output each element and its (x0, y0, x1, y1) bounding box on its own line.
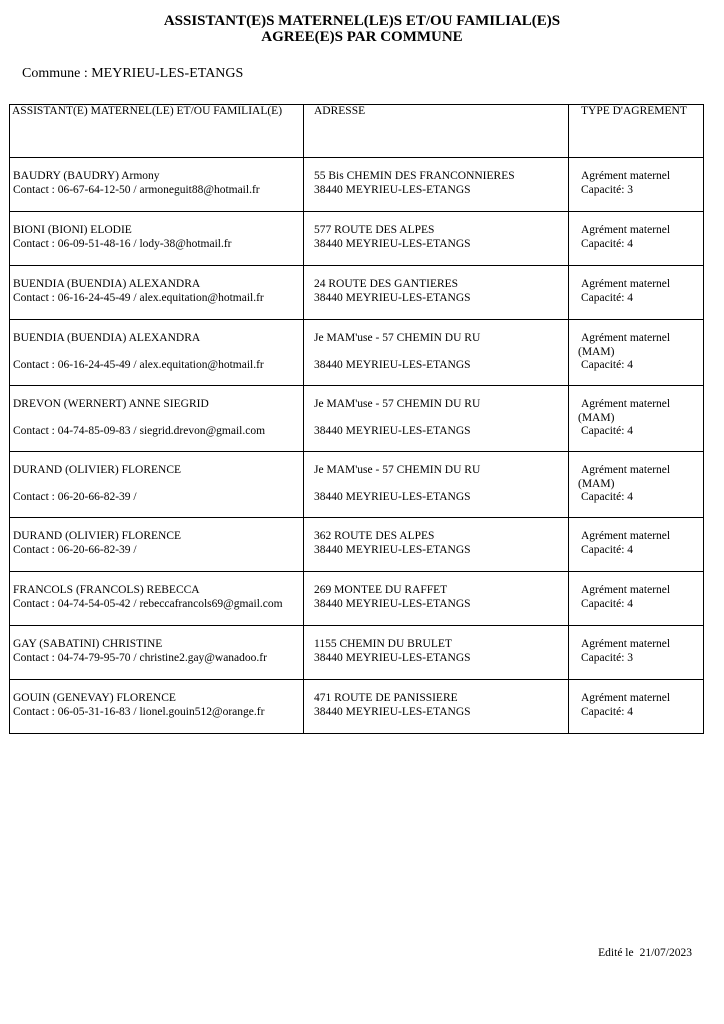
address-cell (304, 518, 569, 572)
assistant-cell-content (10, 158, 303, 197)
agrement-capacite: Capacité: 4 (581, 425, 634, 437)
assistant-cell (10, 266, 304, 320)
agrement-cell (569, 212, 704, 266)
assistant-contact: Contact : 04-74-79-95-70 / christine2.gay@wanadoo.fr (13, 651, 267, 664)
header-assistant-label: ASSISTANT(E) MATERNEL(LE) ET/OU FAMILIAL(E) (12, 105, 283, 117)
address-line-1: Je MAM'use - 57 CHEMIN DU RU (314, 464, 481, 476)
assistant-cell (10, 158, 304, 212)
address-line-2: 38440 MEYRIEU-LES-ETANGS (314, 597, 471, 610)
agrement-capacite: Capacité: 4 (581, 543, 634, 556)
edit-date (598, 947, 692, 959)
agrement-cell-content (569, 572, 703, 611)
spacer (314, 412, 568, 425)
address-line-2: 38440 MEYRIEU-LES-ETANGS (314, 543, 471, 556)
agrement-cell-content (569, 158, 703, 197)
address-cell-content (304, 158, 568, 197)
agrement-cell (569, 386, 704, 452)
header-agrement-label: TYPE D'AGREMENT (581, 105, 687, 117)
agrement-cell-content (569, 266, 703, 305)
assistant-cell (10, 386, 304, 452)
document-title (0, 13, 724, 45)
assistant-name: DREVON (WERNERT) ANNE SIEGRID (13, 398, 209, 410)
address-line-1: Je MAM'use - 57 CHEMIN DU RU (314, 398, 481, 410)
title-line-2: AGREE(E)S PAR COMMUNE (261, 29, 463, 45)
assistant-name: DURAND (OLIVIER) FLORENCE (13, 464, 182, 476)
assistant-cell-content (10, 386, 303, 438)
assistant-contact: Contact : 06-20-66-82-39 / (13, 543, 137, 556)
address-cell (304, 386, 569, 452)
agrement-cell (569, 680, 704, 734)
agrement-cell (569, 518, 704, 572)
address-line-2: 38440 MEYRIEU-LES-ETANGS (314, 291, 471, 304)
assistant-name: FRANCOLS (FRANCOLS) REBECCA (13, 584, 200, 596)
address-cell (304, 158, 569, 212)
agrement-cell-content (569, 518, 703, 557)
address-cell (304, 572, 569, 626)
header-cell-agrement (569, 105, 704, 158)
assistant-cell-content (10, 518, 303, 557)
table-row (10, 212, 704, 266)
assistant-cell-content (10, 572, 303, 611)
table-row (10, 266, 704, 320)
address-line-2: 38440 MEYRIEU-LES-ETANGS (314, 358, 471, 371)
spacer (314, 478, 568, 491)
address-cell-content (304, 320, 568, 372)
address-cell-content (304, 452, 568, 504)
agrement-cell-content (569, 680, 703, 719)
address-cell-content (304, 518, 568, 557)
table-row (10, 572, 704, 626)
agrement-capacite: Capacité: 3 (581, 651, 634, 664)
agrement-cell (569, 320, 704, 386)
assistant-cell-content (10, 266, 303, 305)
agrement-type: Agrément maternel (581, 530, 671, 542)
table-row (10, 518, 704, 572)
assistant-contact: Contact : 06-16-24-45-49 / alex.equitation@hotmail.fr (13, 291, 264, 304)
agrement-cell-content (569, 320, 703, 373)
assistant-contact: Contact : 06-05-31-16-83 / lionel.gouin512@orange.fr (13, 705, 265, 718)
edit-date-label: Edité le (598, 947, 634, 959)
edit-date-value: 21/07/2023 (639, 947, 692, 959)
table-row (10, 452, 704, 518)
assistant-cell (10, 626, 304, 680)
table-row (10, 386, 704, 452)
agrement-cell (569, 452, 704, 518)
agrement-type: Agrément maternel (581, 224, 671, 236)
assistant-cell-content (10, 320, 303, 372)
assistant-cell-content (10, 212, 303, 251)
agrement-type: Agrément maternel (581, 584, 671, 596)
assistant-contact: Contact : 06-20-66-82-39 / (13, 490, 137, 503)
address-line-1: 577 ROUTE DES ALPES (314, 224, 435, 236)
address-line-1: 55 Bis CHEMIN DES FRANCONNIERES (314, 170, 515, 182)
commune-label: Commune : MEYRIEU-LES-ETANGS (22, 66, 244, 81)
address-cell-content (304, 212, 568, 251)
agrement-cell-content (569, 626, 703, 665)
table-row (10, 158, 704, 212)
address-line-1: 269 MONTEE DU RAFFET (314, 584, 448, 596)
assistant-cell (10, 452, 304, 518)
address-line-1: 1155 CHEMIN DU BRULET (314, 638, 452, 650)
agrement-capacite: Capacité: 3 (581, 183, 634, 196)
assistant-name: BIONI (BIONI) ELODIE (13, 224, 132, 236)
assistant-cell-content (10, 452, 303, 504)
agrement-cell (569, 626, 704, 680)
address-cell (304, 266, 569, 320)
table-row (10, 680, 704, 734)
spacer (13, 346, 303, 359)
assistant-cell-content (10, 680, 303, 719)
address-cell-content (304, 680, 568, 719)
address-cell (304, 320, 569, 386)
assistant-name: BUENDIA (BUENDIA) ALEXANDRA (13, 278, 201, 290)
address-cell-content (304, 386, 568, 438)
address-line-2: 38440 MEYRIEU-LES-ETANGS (314, 705, 471, 718)
agrement-capacite: Capacité: 4 (581, 359, 634, 371)
agrement-cell-content (569, 452, 703, 505)
spacer (13, 478, 303, 491)
agrement-cell (569, 572, 704, 626)
address-cell-content (304, 626, 568, 665)
assistant-cell (10, 518, 304, 572)
table-row (10, 626, 704, 680)
address-cell (304, 626, 569, 680)
agrement-capacite: Capacité: 4 (581, 491, 634, 503)
assistant-contact: Contact : 06-67-64-12-50 / armoneguit88@hotmail.fr (13, 183, 260, 196)
address-line-2: 38440 MEYRIEU-LES-ETANGS (314, 237, 471, 250)
assistant-cell (10, 212, 304, 266)
address-cell (304, 212, 569, 266)
agrement-type: Agrément maternel (581, 692, 671, 704)
assistant-name: GAY (SABATINI) CHRISTINE (13, 638, 163, 650)
assistant-cell (10, 572, 304, 626)
assistant-cell (10, 320, 304, 386)
spacer (314, 346, 568, 359)
address-line-1: 471 ROUTE DE PANISSIERE (314, 692, 458, 704)
table-header-row (10, 105, 704, 158)
address-line-2: 38440 MEYRIEU-LES-ETANGS (314, 424, 471, 437)
agrement-type: Agrément maternel (581, 170, 671, 182)
address-line-1: 24 ROUTE DES GANTIERES (314, 278, 459, 290)
agrement-capacite: Capacité: 4 (581, 597, 634, 610)
assistant-name: BAUDRY (BAUDRY) Armony (13, 170, 160, 182)
spacer (13, 412, 303, 425)
agrement-mam: (MAM) (578, 411, 615, 424)
agrement-capacite: Capacité: 4 (581, 291, 634, 304)
agrement-type: Agrément maternel (581, 278, 671, 290)
title-line-1: ASSISTANT(E)S MATERNEL(LE)S ET/OU FAMILIAL(E)S (163, 13, 561, 29)
table-row (10, 320, 704, 386)
agrement-type: Agrément maternel (581, 332, 671, 344)
address-cell-content (304, 572, 568, 611)
assistants-table (9, 104, 704, 734)
agrement-type: Agrément maternel (581, 638, 671, 650)
agrement-type: Agrément maternel (581, 398, 671, 410)
address-cell (304, 452, 569, 518)
agrement-cell (569, 158, 704, 212)
assistant-contact: Contact : 06-09-51-48-16 / lody-38@hotmail.fr (13, 237, 232, 250)
header-address-label: ADRESSE (314, 105, 366, 117)
assistant-name: DURAND (OLIVIER) FLORENCE (13, 530, 182, 542)
address-line-1: 362 ROUTE DES ALPES (314, 530, 435, 542)
assistant-name: GOUIN (GENEVAY) FLORENCE (13, 692, 176, 704)
header-cell-assistant (10, 105, 304, 158)
agrement-capacite: Capacité: 4 (581, 237, 634, 250)
agrement-mam: (MAM) (578, 477, 615, 490)
address-cell (304, 680, 569, 734)
agrement-cell-content (569, 212, 703, 251)
assistant-name: BUENDIA (BUENDIA) ALEXANDRA (13, 332, 201, 344)
agrement-cell (569, 266, 704, 320)
address-line-2: 38440 MEYRIEU-LES-ETANGS (314, 183, 471, 196)
agrement-type: Agrément maternel (581, 464, 671, 476)
address-line-1: Je MAM'use - 57 CHEMIN DU RU (314, 332, 481, 344)
address-line-2: 38440 MEYRIEU-LES-ETANGS (314, 651, 471, 664)
assistant-contact: Contact : 06-16-24-45-49 / alex.equitation@hotmail.fr (13, 358, 264, 371)
assistant-cell (10, 680, 304, 734)
address-cell-content (304, 266, 568, 305)
assistant-cell-content (10, 626, 303, 665)
agrement-capacite: Capacité: 4 (581, 705, 634, 718)
assistant-contact: Contact : 04-74-54-05-42 / rebeccafrancols69@gmail.com (13, 597, 283, 610)
header-cell-address (304, 105, 569, 158)
assistant-contact: Contact : 04-74-85-09-83 / siegrid.drevon@gmail.com (13, 424, 266, 437)
address-line-2: 38440 MEYRIEU-LES-ETANGS (314, 490, 471, 503)
agrement-mam: (MAM) (578, 345, 615, 358)
agrement-cell-content (569, 386, 703, 439)
